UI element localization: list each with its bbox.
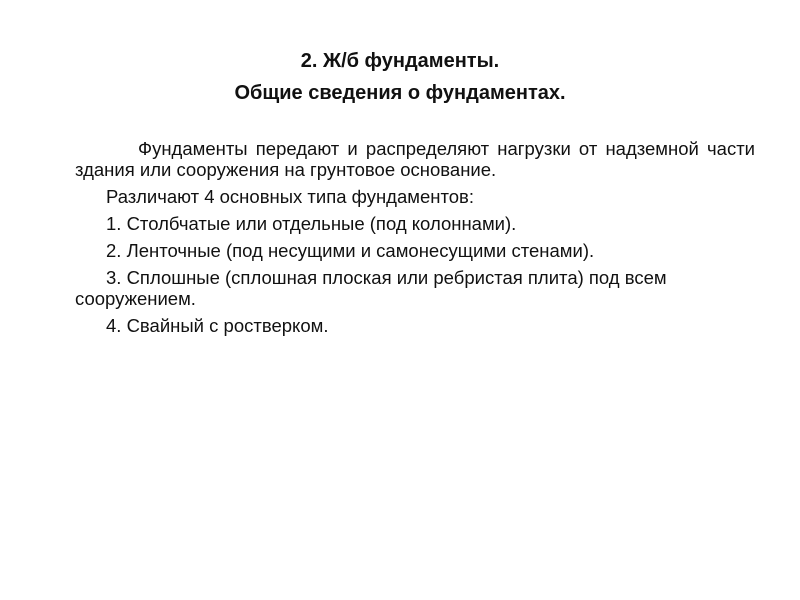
list-item-4: 4. Свайный с ростверком. <box>106 315 329 336</box>
types-header: Различают 4 основных типа фундаментов: <box>106 186 474 207</box>
list-item-1: 1. Столбчатые или отдельные (под колоннами). <box>106 213 517 234</box>
slide-body <box>75 138 755 336</box>
slide-title <box>0 45 800 109</box>
intro-paragraph: Фундаменты передают и распределяют нагрузки от надземной части здания или сооружения на грунтовое основание. <box>75 138 755 180</box>
title-line-2: Общие сведения о фундаментах. <box>234 82 566 104</box>
list-item-2: 2. Ленточные (под несущими и самонесущими стенами). <box>106 240 595 261</box>
list-item-3: 3. Сплошные (сплошная плоская или ребристая плита) под всем сооружением. <box>75 267 667 309</box>
title-line-1: 2. Ж/б фундаменты. <box>300 50 500 72</box>
